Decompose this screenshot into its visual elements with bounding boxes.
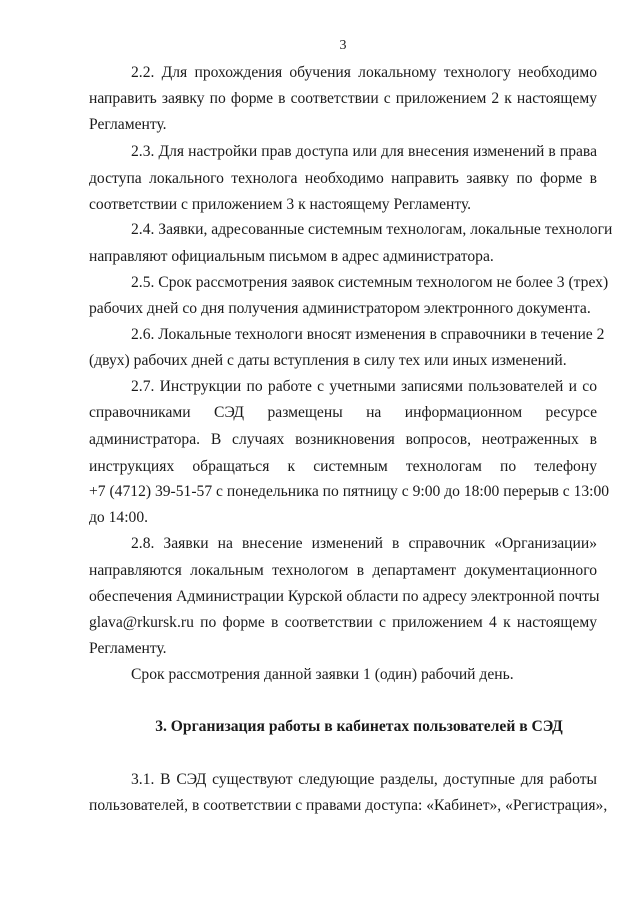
paragraph-2-7-line-3: администратора. В случаях возникновения вопросов, неотраженных в (89, 431, 597, 448)
paragraph-2-6-line-2: (двух) рабочих дней с даты вступления в силу тех или иных изменений. (89, 352, 567, 369)
section-heading: 3. Организация работы в кабинетах пользователей в СЭД (155, 718, 563, 735)
paragraph-2-8-line-5: Регламенту. (89, 640, 167, 657)
paragraph-2-8-line-1: 2.8. Заявки на внесение изменений в справочник «Организации» (131, 535, 597, 552)
paragraph-2-7-line-6: до 14:00. (89, 509, 149, 526)
paragraph-2-5-line-2: рабочих дней со дня получения администратором электронного документа. (89, 300, 591, 317)
paragraph-2-3-line-1: 2.3. Для настройки прав доступа или для внесения изменений в права (131, 143, 597, 160)
paragraph-2-3-line-2: доступа локального технолога необходимо направить заявку по форме в (89, 170, 597, 187)
paragraph-2-7-line-4: инструкциях обращаться к системным технологам по телефону (89, 458, 597, 475)
paragraph-2-2-line-3: Регламенту. (89, 116, 167, 133)
paragraph-review-term: Срок рассмотрения данной заявки 1 (один) рабочий день. (131, 666, 514, 683)
paragraph-2-2-line-1: 2.2. Для прохождения обучения локальному технологу необходимо (131, 64, 597, 81)
paragraph-2-4-line-2: направляют официальным письмом в адрес администратора. (89, 248, 494, 265)
paragraph-2-2-line-2: направить заявку по форме в соответствии с приложением 2 к настоящему (89, 90, 597, 107)
paragraph-2-8-line-3: обеспечения Администрации Курской области по адресу электронной почты (89, 588, 600, 605)
paragraph-2-8-line-4: glava@rkursk.ru по форме в соответствии с приложением 4 к настоящему (89, 614, 597, 631)
page-number: 3 (339, 38, 347, 53)
paragraph-2-5-line-1: 2.5. Срок рассмотрения заявок системным технологом не более 3 (трех) (131, 274, 609, 291)
paragraph-3-1-line-2: пользователей, в соответствии с правами доступа: «Кабинет», «Регистрация», (89, 797, 608, 814)
paragraph-2-4-line-1: 2.4. Заявки, адресованные системным технологам, локальные технологи (131, 221, 613, 238)
paragraph-2-6-line-1: 2.6. Локальные технологи вносят изменения в справочники в течение 2 (131, 326, 605, 343)
paragraph-2-7-line-1: 2.7. Инструкции по работе с учетными записями пользователей и со (131, 378, 597, 395)
paragraph-2-7-line-5: +7 (4712) 39-51-57 с понедельника по пятницу с 9:00 до 18:00 перерыв с 13:00 (89, 483, 610, 500)
paragraph-2-7-line-2: справочниками СЭД размещены на информационном ресурсе (89, 404, 597, 421)
paragraph-2-8-line-2: направляются локальным технологом в департамент документационного (89, 562, 597, 579)
paragraph-2-3-line-3: соответствии с приложением 3 к настоящему Регламенту. (89, 196, 472, 213)
paragraph-3-1-line-1: 3.1. В СЭД существуют следующие разделы, доступные для работы (131, 771, 597, 788)
